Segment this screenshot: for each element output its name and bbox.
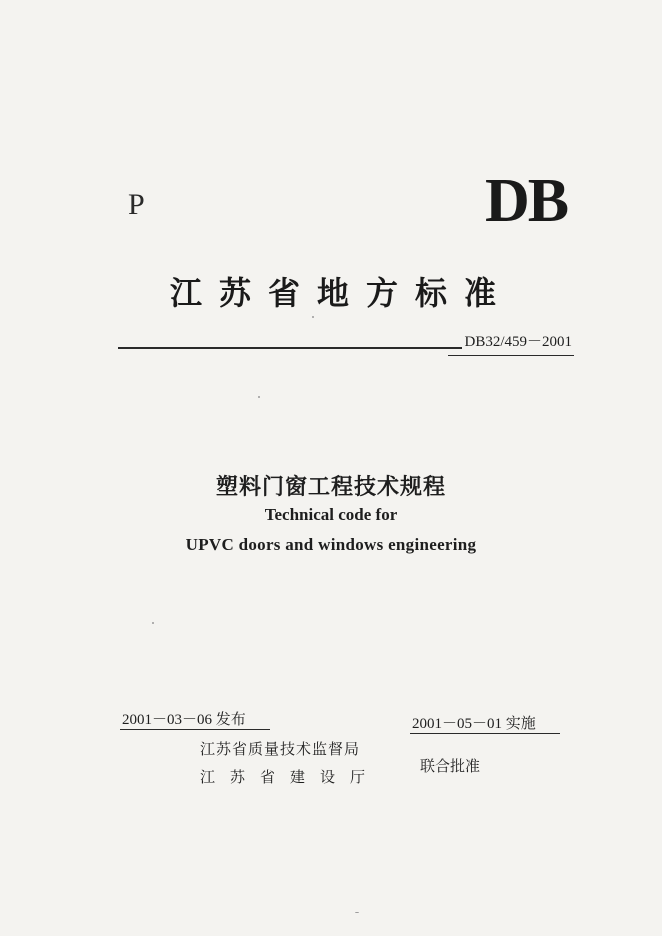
issue-date: 2001－03－06 发布: [122, 712, 246, 728]
issue-date-underline: [120, 729, 270, 730]
document-title-en-line2: UPVC doors and windows engineering: [185, 535, 477, 554]
implementation-date: 2001－05－01 实施: [412, 716, 536, 732]
issuer-construction-dept: 江苏省建设厅: [200, 768, 381, 786]
scan-speck: [312, 316, 314, 318]
scan-speck: [152, 622, 154, 624]
scan-speck: [355, 912, 359, 913]
classification-code: P: [128, 188, 145, 221]
standard-type-heading: 江苏省地方标准: [170, 274, 514, 312]
scan-speck: [258, 396, 260, 398]
db-logo: DB: [485, 167, 568, 235]
standard-number: DB32/459－2001: [464, 334, 572, 350]
joint-approval-label: 联合批准: [420, 757, 481, 775]
implementation-date-underline: [410, 733, 560, 734]
document-title-en-line1: Technical code for: [264, 505, 398, 524]
standard-number-underline: [448, 355, 574, 356]
document-title-cn: 塑料门窗工程技术规程: [215, 474, 446, 500]
issuer-quality-bureau: 江苏省质量技术监督局: [200, 740, 361, 758]
